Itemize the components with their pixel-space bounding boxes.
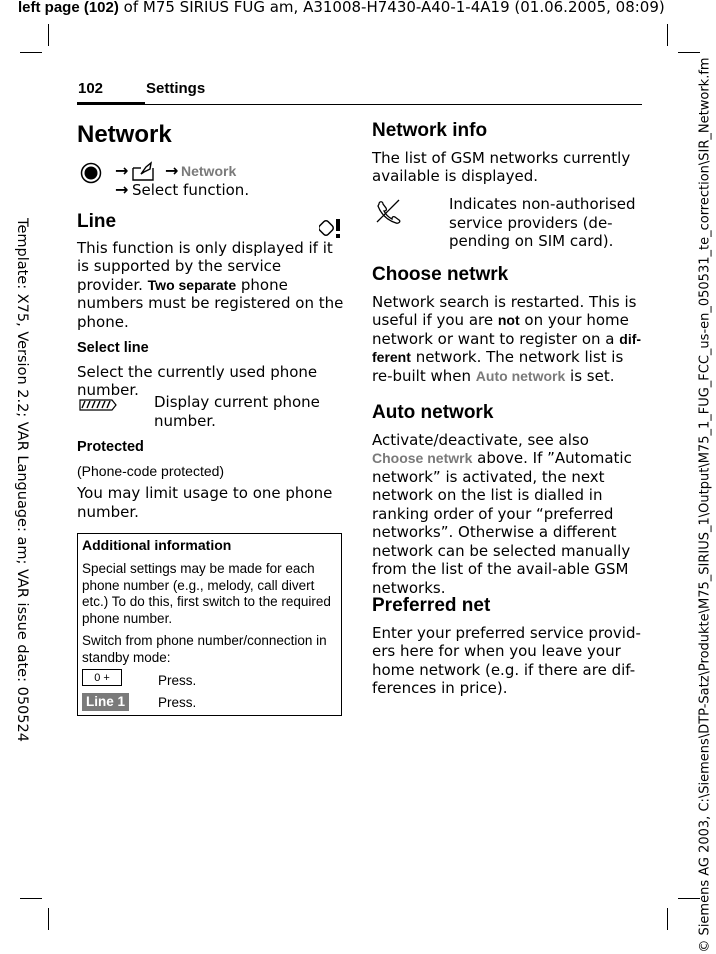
choose-text-bold: dif-ferent — [372, 330, 642, 365]
section-auto-network — [372, 404, 642, 597]
network-info-text: The list of GSM networks currently available is displayed. — [372, 148, 631, 185]
heading-protected: Protected — [77, 439, 144, 455]
choose-network-text — [372, 293, 642, 386]
section-protected — [77, 438, 345, 521]
page-number: 102 — [78, 80, 104, 97]
heading-choose-netwrk: Choose netwrk — [372, 264, 509, 285]
info-heading: Additional information — [82, 537, 232, 553]
path-arrow: → — [165, 161, 179, 180]
template-info-text: Template: X75, Version 2.2; VAR Language: am; VAR issue date: 050524 — [14, 218, 30, 742]
crop-mark — [20, 898, 42, 899]
menu-key-icon — [80, 162, 102, 184]
additional-info-box — [77, 533, 342, 716]
line-description — [77, 239, 345, 332]
crop-mark — [678, 52, 700, 53]
choose-text-part: network. The network list is re-built when — [372, 348, 624, 385]
header-rule-thick — [77, 102, 145, 105]
info-press-2: Press. — [158, 695, 197, 710]
heading-auto-network: Auto network — [372, 402, 494, 423]
crop-mark — [667, 908, 668, 930]
auto-text-part: Activate/deactivate, see also — [372, 430, 589, 449]
protected-text: You may limit usage to one phone number. — [77, 484, 333, 521]
line-text-bold: Two separate — [147, 276, 237, 293]
copyright-path-text: © Siemens AG 2003, C:\Siemens\DTP-Satz\Produkte\M75_SIRIUS_1\Output\M75_1_FUG_FCC_us-en_050531_te_correction\SIR_Network.fm — [697, 57, 713, 953]
auto-text-part: above. If ”Automatic network” is activated, the next network on the list is dialled in ranking order of your “preferred networks”. Otherwise a different network can be selected manually from the list of the avail-able GSM networks. — [372, 449, 632, 597]
choose-text-part: on your home network or want to register on a — [372, 311, 629, 348]
settings-menu-icon — [130, 160, 158, 182]
copyright-path-vertical — [697, 57, 713, 953]
running-header-title: Settings — [146, 80, 206, 97]
zero-plus-key: 0 + — [82, 669, 122, 686]
display-current-number-text: Display current phone number. — [154, 393, 320, 430]
blocked-network-icon — [374, 198, 402, 224]
crop-mark — [48, 908, 49, 930]
page-title: Network — [77, 121, 172, 148]
section-preferred-net — [372, 597, 642, 698]
sim-dependent-icon — [319, 217, 345, 239]
section-network-info — [372, 122, 640, 186]
section-choose-network — [372, 266, 642, 385]
print-slug — [18, 0, 665, 16]
auto-network-text — [372, 431, 642, 598]
choose-netwrk-reference: Choose netwrk — [372, 450, 473, 466]
line-1-softkey: Line 1 — [82, 693, 129, 711]
heading-network-info: Network info — [372, 120, 488, 141]
heading-select-line: Select line — [77, 340, 149, 356]
info-text-1: Special settings may be made for each phone number (e.g., melody, call divert etc.) To do this, first switch to the required phone number. — [82, 561, 331, 626]
choose-text-part: is set. — [570, 366, 615, 385]
heading-line: Line — [77, 211, 117, 232]
heading-preferred-net: Preferred net — [372, 595, 491, 616]
phone-number-icon — [78, 396, 118, 414]
crop-mark — [667, 24, 668, 46]
path-step-network: Network — [181, 163, 237, 179]
crop-mark — [48, 24, 49, 46]
slug-page-label: left page (102) — [18, 0, 119, 16]
info-press-1: Press. — [158, 673, 197, 688]
choose-text-bold: not — [497, 312, 520, 328]
path-arrow: → — [115, 161, 129, 180]
path-arrow: → — [115, 180, 129, 199]
protected-subtitle: (Phone-code protected) — [77, 462, 225, 479]
path-select-function: Select function. — [132, 181, 250, 199]
info-text-2: Switch from phone number/connection in standby mode: — [82, 633, 327, 665]
choose-text-part: Network search is restarted. This is useful if you are — [372, 292, 637, 329]
auto-network-reference: Auto network — [475, 367, 566, 384]
section-line — [77, 213, 345, 400]
line-text-part: phone numbers must be registered on the phone. — [77, 275, 344, 331]
slug-document-info: of M75 SIRIUS FUG am, A31008-H7430-A40-1-4A19 (01.06.2005, 08:09) — [123, 0, 665, 16]
crop-mark — [20, 52, 42, 53]
preferred-net-text: Enter your preferred service provid-ers here for when you leave your home network (e.g. if there are dif-ferences in price). — [372, 623, 641, 697]
line-text-part: This function is only displayed if it is supported by the service provider. — [77, 238, 333, 294]
header-rule — [145, 104, 642, 105]
select-line-text: Select the currently used phone number. — [77, 362, 318, 399]
non-authorised-text: Indicates non-authorised service providers (de-pending on SIM card). — [449, 195, 636, 250]
